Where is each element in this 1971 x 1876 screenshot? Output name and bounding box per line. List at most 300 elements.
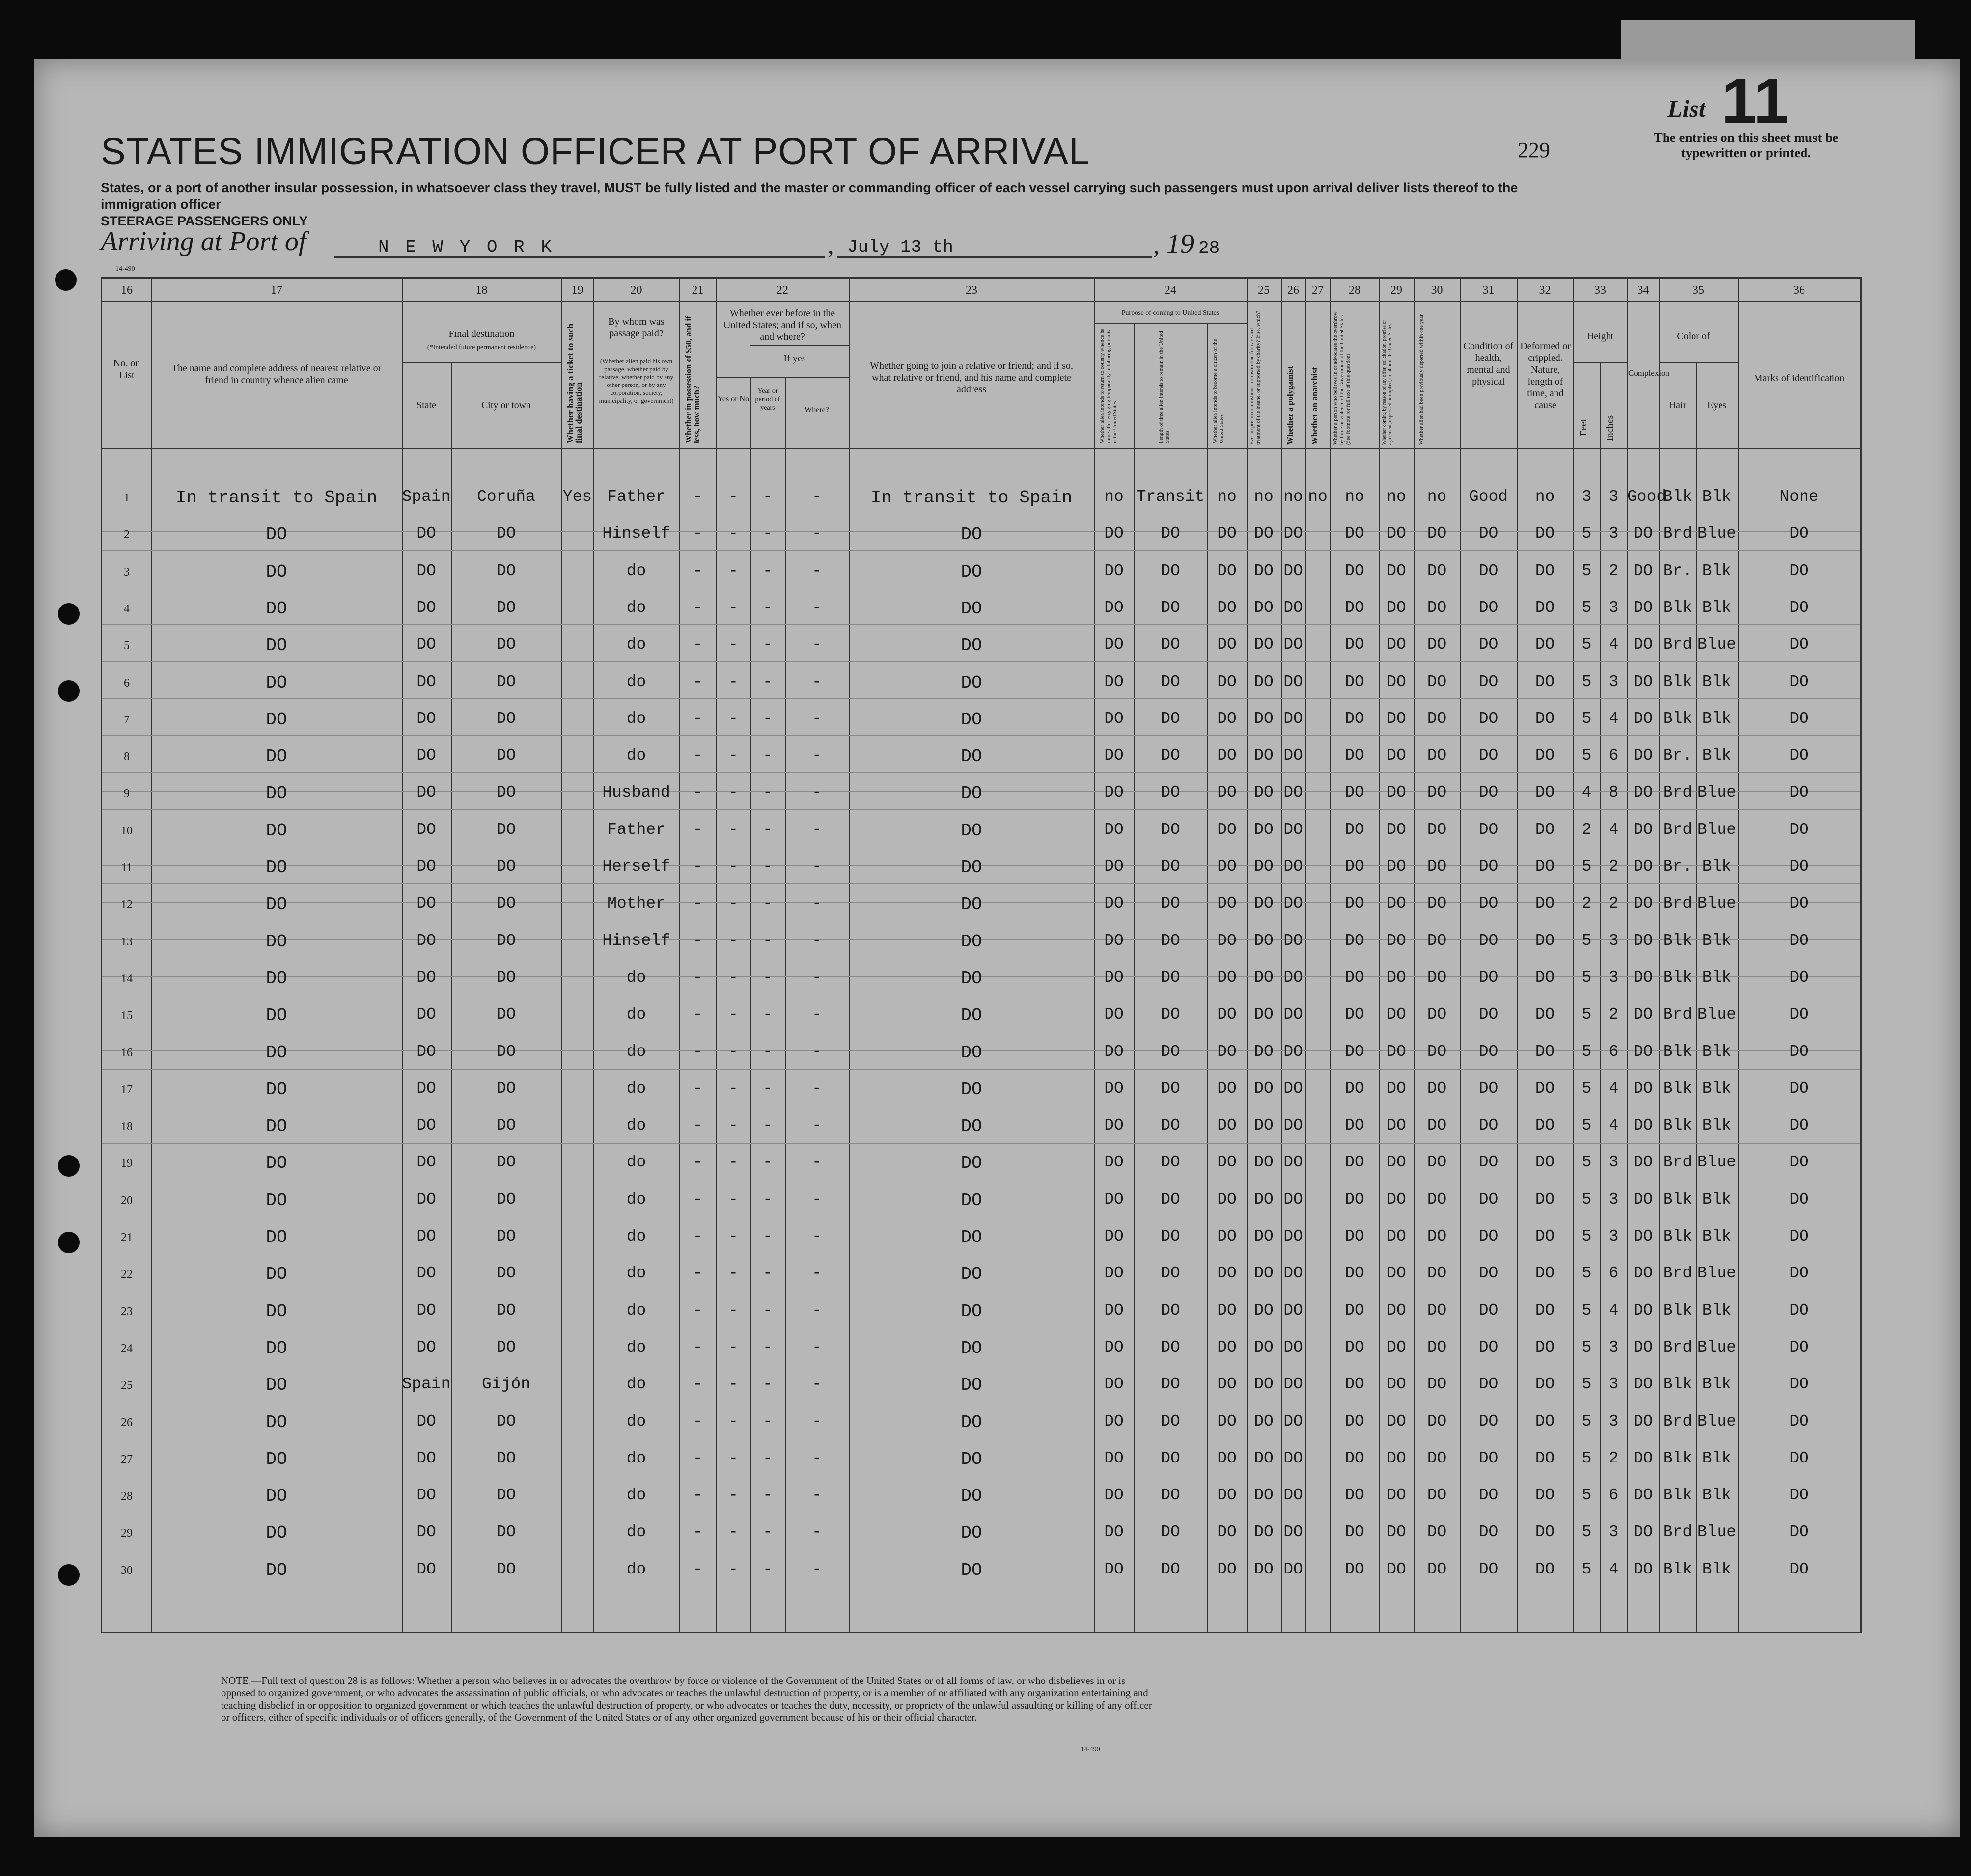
cell-p3: DO — [1217, 746, 1237, 765]
cell-hair: Blk — [1663, 1560, 1693, 1578]
cell-c32: DO — [1535, 1301, 1555, 1320]
cell-c22c: - — [812, 1449, 822, 1467]
cell-p2: DO — [1161, 1264, 1180, 1283]
header-eyes: Eyes — [1707, 400, 1726, 411]
cell-rel: DO — [266, 1264, 287, 1285]
cell-hair: Blk — [1663, 709, 1693, 728]
cell-p2: Transit — [1136, 488, 1205, 506]
cell-ft: 5 — [1582, 561, 1592, 580]
cell-p2: DO — [1161, 1227, 1180, 1245]
cell-city: DO — [496, 894, 516, 913]
cell-c22c: - — [812, 635, 822, 654]
cell-state: DO — [416, 1412, 436, 1431]
cell-c26: DO — [1283, 1264, 1303, 1283]
row-number: 17 — [121, 1083, 133, 1096]
column-number: 29 — [1390, 284, 1402, 297]
cell-city: DO — [496, 561, 516, 580]
column-rule — [451, 362, 452, 1632]
column-number: 16 — [121, 284, 133, 297]
cell-hair: Blk — [1663, 1116, 1693, 1135]
cell-p2: DO — [1161, 1190, 1180, 1209]
cell-p1: DO — [1104, 1079, 1124, 1098]
cell-p3: DO — [1217, 672, 1237, 691]
footnote: NOTE.—Full text of question 28 is as follows: Whether a person who believes in or advocates the overthrow by force or violence of the Government of the United States or of all forms of law, or who disbelieves in or is opposed to organized government, or who advocates the assassination of public officials, or who advocates or teaches the unlawful destruction of property, or is a member of or affiliated with any organization entertaining and teaching disbelief in or opposition to organized government or which teaches the unlawful destruction of property, or who advocates or teaches the duty, necessity, or propriety of the unlawful assaulting or killing of any officer or officers, either of specific individuals or of officers generally, of the Government of the United States or of any other organized government because of his or their official character. — [221, 1675, 1152, 1723]
cell-eyes: Blk — [1702, 746, 1732, 765]
cell-c25: DO — [1254, 561, 1274, 580]
cell-rel: DO — [266, 1116, 287, 1137]
cell-c28: DO — [1345, 1338, 1364, 1356]
cell-c22c: - — [812, 598, 822, 617]
cell-city: DO — [496, 1190, 516, 1209]
cell-paid: do — [626, 1412, 646, 1431]
cell-c28: DO — [1345, 1042, 1364, 1061]
cell-eyes: Blk — [1702, 1079, 1732, 1098]
cell-c28: DO — [1345, 894, 1364, 913]
cell-c29: DO — [1387, 746, 1406, 765]
cell-comp: DO — [1633, 783, 1653, 802]
cell-marks: DO — [1789, 561, 1809, 580]
cell-p1: no — [1104, 488, 1124, 506]
cell-paid: do — [626, 746, 646, 765]
cell-paid: do — [626, 1042, 646, 1061]
cell-c22b: - — [763, 857, 773, 876]
cell-c26: DO — [1283, 635, 1303, 654]
header-offer: Whether coming by reason of any offer, solicitation, promise or agreement, expressed or implied, to labor in the United States — [1382, 320, 1393, 445]
cell-state: DO — [416, 598, 436, 617]
cell-c21: - — [693, 783, 703, 802]
cell-in: 2 — [1609, 1449, 1619, 1467]
cell-c29: DO — [1387, 1412, 1406, 1431]
cell-c32: DO — [1535, 1079, 1555, 1098]
cell-paid: do — [626, 1116, 646, 1135]
cell-p1: DO — [1104, 820, 1124, 839]
cell-eyes: Blue — [1697, 894, 1737, 913]
cell-join: DO — [961, 1412, 982, 1433]
cell-p3: DO — [1217, 968, 1237, 987]
cell-p1: DO — [1104, 968, 1124, 987]
cell-paid: Father — [607, 820, 666, 839]
cell-c26: DO — [1283, 1486, 1303, 1505]
cell-c22c: - — [812, 672, 822, 691]
row-rule — [102, 735, 1860, 736]
cell-c22b: - — [763, 1486, 773, 1505]
cell-c30: DO — [1427, 1005, 1447, 1024]
header-final-destination: Final destination — [448, 329, 515, 339]
cell-paid: do — [626, 672, 646, 691]
cell-marks: DO — [1789, 820, 1809, 839]
cell-comp: DO — [1633, 1264, 1653, 1283]
cell-p3: DO — [1217, 820, 1237, 839]
header-q28: Whether a person who believes in or advocates the overthrow by force or violence of the Government of the United States (See footnote for full text of this question) — [1333, 311, 1351, 445]
cell-c26: DO — [1283, 1042, 1303, 1061]
header-purpose-citizen: Whether alien intends to become a citizen of the United States — [1212, 339, 1224, 443]
cell-c22b: - — [763, 894, 773, 913]
cell-city: DO — [496, 931, 516, 950]
header-rule — [102, 301, 1860, 302]
row-number: 30 — [121, 1564, 133, 1577]
header-passage-paid-note: (Whether alien paid his own passage, whether paid by relative, whether paid by any other person, or by any corporation, society, municipality, or government) — [599, 358, 674, 404]
cell-p3: DO — [1217, 1116, 1237, 1135]
cell-p3: DO — [1217, 1412, 1237, 1431]
cell-hair: Blk — [1663, 1486, 1693, 1505]
cell-c22c: - — [812, 968, 822, 987]
cell-p2: DO — [1161, 931, 1180, 950]
cell-p2: DO — [1161, 1449, 1180, 1467]
cell-c30: DO — [1427, 1560, 1447, 1578]
cell-p2: DO — [1161, 746, 1180, 765]
cell-c26: DO — [1283, 931, 1303, 950]
cell-c30: DO — [1427, 672, 1447, 691]
cell-hair: Brd — [1663, 894, 1693, 913]
cell-c32: DO — [1535, 894, 1555, 913]
cell-c22a: - — [728, 598, 738, 617]
cell-c26: DO — [1283, 1153, 1303, 1172]
cell-p2: DO — [1161, 1412, 1180, 1431]
cell-marks: DO — [1789, 1338, 1809, 1356]
cell-c22a: - — [728, 561, 738, 580]
cell-p2: DO — [1161, 1338, 1180, 1356]
cell-p3: DO — [1217, 1153, 1237, 1172]
cell-rel: DO — [266, 635, 287, 656]
cell-marks: DO — [1789, 1486, 1809, 1505]
cell-city: DO — [496, 857, 516, 876]
cell-c22a: - — [728, 746, 738, 765]
cell-city: DO — [496, 1338, 516, 1356]
cell-rel: DO — [266, 820, 287, 841]
cell-health: DO — [1478, 1264, 1499, 1283]
cell-c22b: - — [763, 488, 773, 506]
cell-join: DO — [961, 1264, 982, 1285]
cell-c22b: - — [763, 1301, 773, 1320]
cell-in: 4 — [1609, 709, 1619, 728]
cell-c26: DO — [1283, 1005, 1303, 1024]
cell-c22b: - — [763, 1560, 773, 1578]
cell-c21: - — [693, 488, 703, 506]
cell-p3: DO — [1217, 709, 1237, 728]
row-number: 28 — [121, 1490, 133, 1503]
cell-join: DO — [961, 1338, 982, 1358]
cell-c22c: - — [812, 709, 822, 728]
cell-marks: DO — [1789, 1227, 1809, 1245]
cell-c29: DO — [1387, 894, 1406, 913]
cell-c28: DO — [1345, 709, 1364, 728]
cell-c30: DO — [1427, 1412, 1447, 1431]
cell-p3: DO — [1217, 1560, 1237, 1578]
cell-hair: Blk — [1663, 1375, 1693, 1394]
cell-health: DO — [1478, 968, 1499, 987]
cell-c29: DO — [1387, 1079, 1406, 1098]
cell-c28: DO — [1345, 1449, 1364, 1467]
cell-c22a: - — [728, 968, 738, 987]
cell-in: 2 — [1609, 894, 1619, 913]
cell-join: DO — [961, 746, 982, 767]
list-note: The entries on this sheet must be typewritten or printed. — [1653, 130, 1839, 160]
cell-eyes: Blk — [1702, 488, 1732, 506]
cell-c30: DO — [1427, 1190, 1447, 1209]
cell-c22a: - — [728, 488, 738, 506]
cell-join: DO — [961, 1486, 982, 1507]
cell-ft: 5 — [1582, 1005, 1592, 1024]
cell-ft: 5 — [1582, 1153, 1592, 1172]
row-number: 16 — [121, 1046, 133, 1059]
cell-city: DO — [496, 1560, 516, 1578]
cell-c26: DO — [1283, 1560, 1303, 1578]
cell-p3: DO — [1217, 1227, 1237, 1245]
cell-rel: DO — [266, 1560, 287, 1580]
row-rule — [102, 550, 1860, 551]
cell-state: DO — [416, 635, 436, 654]
cell-c30: DO — [1427, 1338, 1447, 1356]
cell-p2: DO — [1161, 1005, 1180, 1024]
header-passage-paid: By whom was passage paid? — [608, 316, 665, 339]
cell-c29: DO — [1387, 1042, 1406, 1061]
cell-c22b: - — [763, 783, 773, 802]
cell-state: DO — [416, 1153, 436, 1172]
cell-c32: DO — [1535, 1375, 1555, 1394]
cell-eyes: Blk — [1702, 672, 1732, 691]
cell-health: DO — [1478, 1227, 1499, 1245]
page-number: 229 — [1518, 138, 1550, 162]
column-rule — [1600, 362, 1601, 1632]
cell-comp: DO — [1633, 1412, 1653, 1431]
cell-c25: DO — [1254, 672, 1274, 691]
binder-hole — [58, 1232, 80, 1253]
cell-join: DO — [961, 857, 982, 878]
cell-c25: DO — [1254, 1486, 1274, 1505]
column-number: 33 — [1594, 284, 1606, 297]
cell-c25: DO — [1254, 1449, 1274, 1467]
cell-c29: DO — [1387, 1301, 1406, 1320]
cell-c25: DO — [1254, 894, 1274, 913]
cell-c32: DO — [1535, 635, 1555, 654]
cell-ft: 5 — [1582, 1042, 1592, 1061]
cell-c32: DO — [1535, 1190, 1555, 1209]
cell-c26: DO — [1283, 746, 1303, 765]
cell-ft: 5 — [1582, 1301, 1592, 1320]
cell-c22a: - — [728, 524, 738, 543]
row-rule — [102, 809, 1860, 810]
cell-eyes: Blue — [1697, 1412, 1737, 1431]
cell-in: 3 — [1609, 1227, 1619, 1245]
cell-c22a: - — [728, 672, 738, 691]
cell-c22c: - — [812, 1486, 822, 1505]
row-number: 12 — [121, 898, 133, 911]
cell-c29: DO — [1387, 672, 1406, 691]
cell-c30: DO — [1427, 894, 1447, 913]
cell-c21: - — [693, 635, 703, 654]
cell-c28: no — [1345, 488, 1364, 506]
cell-p3: DO — [1217, 635, 1237, 654]
cell-p2: DO — [1161, 598, 1180, 617]
cell-comp: DO — [1633, 894, 1653, 913]
cell-c25: DO — [1254, 598, 1274, 617]
cell-c30: DO — [1427, 1153, 1447, 1172]
row-number: 18 — [121, 1120, 133, 1133]
cell-ft: 5 — [1582, 1116, 1592, 1135]
cell-c21: - — [693, 524, 703, 543]
cell-paid: do — [626, 1190, 646, 1209]
cell-c22a: - — [728, 1375, 738, 1394]
row-rule — [102, 698, 1860, 699]
cell-c26: no — [1283, 488, 1303, 506]
cell-c29: DO — [1387, 1005, 1406, 1024]
row-number: 6 — [124, 676, 130, 690]
cell-comp: DO — [1633, 1523, 1653, 1542]
cell-city: DO — [496, 746, 516, 765]
cell-paid: do — [626, 1227, 646, 1245]
cell-c22a: - — [728, 1301, 738, 1320]
cell-eyes: Blk — [1702, 968, 1732, 987]
cell-c26: DO — [1283, 1116, 1303, 1135]
cell-hair: Brd — [1663, 635, 1693, 654]
cell-c32: DO — [1535, 1005, 1555, 1024]
header-city: City or town — [481, 400, 531, 411]
cell-comp: DO — [1633, 635, 1653, 654]
cell-join: DO — [961, 1301, 982, 1322]
cell-p1: DO — [1104, 1523, 1124, 1542]
cell-in: 3 — [1609, 598, 1619, 617]
cell-hair: Brd — [1663, 524, 1693, 543]
cell-c29: DO — [1387, 598, 1406, 617]
cell-c26: DO — [1283, 1338, 1303, 1356]
cell-c21: - — [693, 1412, 703, 1431]
cell-eyes: Blk — [1702, 1227, 1732, 1245]
cell-ft: 5 — [1582, 524, 1592, 543]
cell-comp: DO — [1633, 561, 1653, 580]
cell-p1: DO — [1104, 1449, 1124, 1467]
header-anarchist: Whether an anarchist — [1310, 367, 1319, 445]
row-number: 26 — [121, 1416, 133, 1429]
cell-marks: DO — [1789, 524, 1809, 543]
cell-city: DO — [496, 709, 516, 728]
cell-state: DO — [416, 931, 436, 950]
column-rule — [1305, 279, 1306, 1632]
column-number: 27 — [1312, 284, 1324, 297]
cell-hair: Br. — [1663, 746, 1693, 765]
cell-hair: Blk — [1663, 968, 1693, 987]
cell-c22a: - — [728, 1486, 738, 1505]
cell-health: DO — [1478, 1005, 1499, 1024]
date-value: July 13 th — [847, 237, 954, 257]
cell-c22c: - — [812, 1005, 822, 1024]
cell-state: DO — [416, 968, 436, 987]
cell-in: 4 — [1609, 1079, 1619, 1098]
cell-eyes: Blk — [1702, 561, 1732, 580]
cell-hair: Blk — [1663, 1449, 1693, 1467]
cell-eyes: Blue — [1697, 524, 1737, 543]
cell-eyes: Blk — [1702, 709, 1732, 728]
cell-marks: None — [1779, 488, 1819, 506]
cell-c25: DO — [1254, 1190, 1274, 1209]
header-condition: Condition of health, mental and physical — [1463, 341, 1514, 387]
cell-join: DO — [961, 709, 982, 730]
cell-paid: do — [626, 1523, 646, 1542]
cell-c29: DO — [1387, 1523, 1406, 1542]
column-number: 32 — [1539, 284, 1551, 297]
cell-c26: DO — [1283, 783, 1303, 802]
cell-c22b: - — [763, 1005, 773, 1024]
cell-c29: DO — [1387, 635, 1406, 654]
header-purpose: Purpose of coming to United States — [1121, 309, 1220, 317]
cell-in: 3 — [1609, 488, 1619, 506]
cell-c30: DO — [1427, 709, 1447, 728]
cell-city: DO — [496, 1153, 516, 1172]
cell-c22c: - — [812, 1301, 822, 1320]
header-rule — [750, 345, 849, 346]
cell-ft: 2 — [1582, 894, 1592, 913]
header-yes-no: Yes or No — [717, 395, 750, 403]
header-where: Where? — [805, 406, 829, 414]
cell-c32: DO — [1535, 746, 1555, 765]
cell-c32: no — [1535, 488, 1555, 506]
header-final-destination-note: (*Intended future permanent residence) — [427, 344, 536, 351]
cell-city: Gijón — [481, 1375, 531, 1394]
cell-state: DO — [416, 1079, 436, 1098]
cell-state: DO — [416, 561, 436, 580]
cell-c32: DO — [1535, 820, 1555, 839]
column-number: 35 — [1693, 284, 1704, 297]
row-number: 3 — [124, 565, 130, 579]
cell-health: DO — [1478, 709, 1499, 728]
cell-c32: DO — [1535, 1412, 1555, 1431]
cell-p3: DO — [1217, 857, 1237, 876]
cell-eyes: Blk — [1702, 931, 1732, 950]
header-nearest-relative: The name and complete address of nearest relative or friend in country whence alien came — [171, 363, 382, 386]
cell-c22b: - — [763, 1264, 773, 1283]
cell-city: DO — [496, 524, 516, 543]
binder-hole — [58, 603, 80, 625]
cell-c26: DO — [1283, 1227, 1303, 1245]
cell-comp: DO — [1633, 1116, 1653, 1135]
row-number: 2 — [124, 528, 130, 542]
cell-p2: DO — [1161, 1116, 1180, 1135]
cell-p2: DO — [1161, 1375, 1180, 1394]
row-number: 13 — [121, 935, 133, 948]
cell-comp: DO — [1633, 1042, 1653, 1061]
cell-c22a: - — [728, 635, 738, 654]
cell-in: 4 — [1609, 820, 1619, 839]
cell-c22c: - — [812, 1190, 822, 1209]
cell-hair: Brd — [1663, 1523, 1693, 1542]
cell-state: Spain — [402, 488, 451, 506]
cell-c30: DO — [1427, 1264, 1447, 1283]
cell-p3: DO — [1217, 1523, 1237, 1542]
cell-rel: DO — [266, 783, 287, 804]
cell-c29: DO — [1387, 968, 1406, 987]
cell-paid: do — [626, 968, 646, 987]
cell-c22a: - — [728, 1449, 738, 1467]
cell-c25: DO — [1254, 1523, 1274, 1542]
cell-c25: DO — [1254, 1264, 1274, 1283]
header-marks: Marks of identification — [1753, 373, 1845, 384]
cell-p2: DO — [1161, 1301, 1180, 1320]
cell-ft: 5 — [1582, 1449, 1592, 1467]
cell-c22a: - — [728, 1338, 738, 1356]
column-number: 24 — [1165, 284, 1176, 297]
cell-eyes: Blue — [1697, 820, 1737, 839]
cell-ft: 5 — [1582, 672, 1592, 691]
row-number: 4 — [124, 602, 130, 615]
cell-c25: DO — [1254, 931, 1274, 950]
cell-p1: DO — [1104, 561, 1124, 580]
cell-c26: DO — [1283, 857, 1303, 876]
cell-p3: DO — [1217, 1301, 1237, 1320]
cell-c22c: - — [812, 1412, 822, 1431]
list-label: List — [1667, 95, 1706, 122]
row-number: 10 — [121, 824, 133, 837]
cell-marks: DO — [1789, 709, 1809, 728]
port-value: N E W Y O R K — [378, 237, 555, 257]
